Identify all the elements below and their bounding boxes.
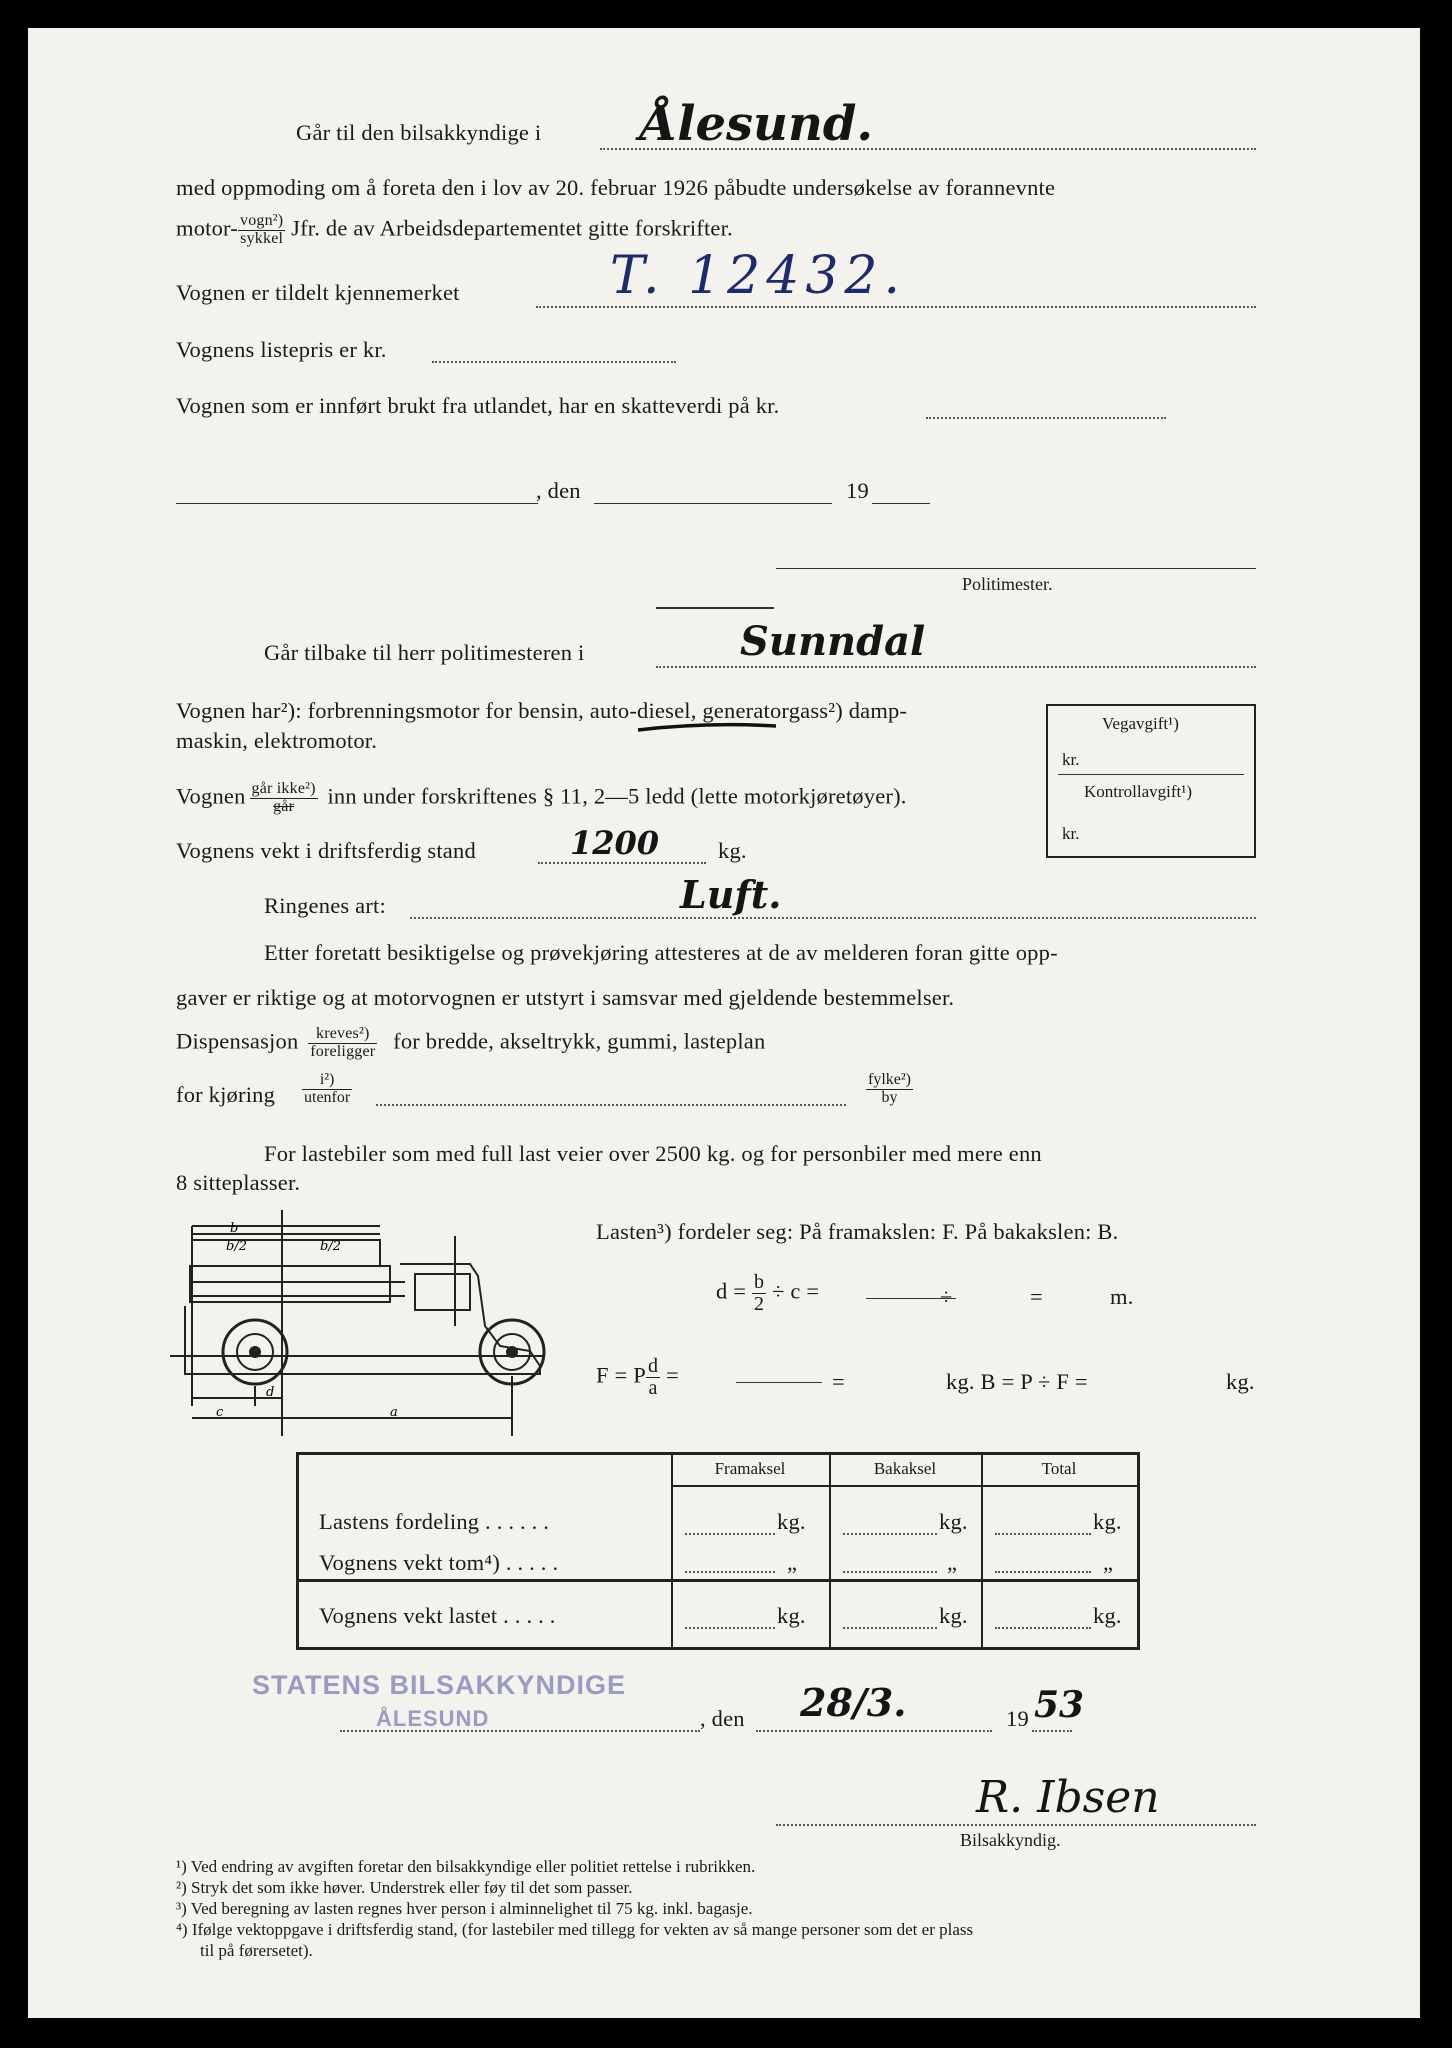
diagram-label-b2-left: b/2 [226,1239,247,1254]
vogn-option: vogn²) [240,212,284,229]
vegavgift-kr: kr. [1062,750,1080,769]
by-option: by [881,1088,898,1106]
formula-m: m. [1110,1284,1134,1309]
formula-2: 2 [754,1293,765,1315]
formula-kg-end: kg. [1226,1369,1255,1394]
table-cell: kg. [777,1509,806,1534]
formula-b: b [754,1271,765,1293]
foreligger-option: foreligger [310,1042,376,1060]
engine-line-2: maskin, elektromotor. [176,728,378,753]
attest-line-2: gaver er riktige og at motorvognen er utstyrt i samsvar med gjeldende bestemmelser. [176,985,955,1010]
year-line[interactable] [872,503,930,504]
police-place-field[interactable] [656,666,1256,668]
vognen-label: Vognen [176,783,246,809]
weight-label: Vognens vekt i driftsferdig stand [176,838,476,863]
table-cell-field[interactable] [995,1533,1091,1535]
vegavgift-line[interactable] [1058,774,1244,775]
place-field[interactable] [600,148,1256,150]
formula-d-left: d = [716,1278,747,1304]
utenfor-option: utenfor [304,1088,351,1106]
section-divider [656,607,774,609]
plate-field[interactable] [536,306,1256,308]
fylke-by-fraction [866,1072,913,1107]
table-header-total: Total [1041,1459,1077,1478]
table-cell-field[interactable] [995,1627,1091,1629]
stamp-line-1: STATENS BILSAKKYNDIGE [252,1670,627,1700]
engine-line-1: Vognen har²): forbrenningsmotor for bensin, auto-diesel, generatorgass²) damp- [176,698,908,723]
regulations-text: Jfr. de av Arbeidsdepartementet gitte forskrifter. [291,215,733,241]
vegavgift-label: Vegavgift¹) [1102,714,1179,733]
footnote-4: ⁴) Ifølge vektoppgave i driftsferdig stand, (for lastebiler med tillegg for vekten av så mange personer som det er plass [176,1920,974,1939]
tyres-field[interactable] [410,917,1256,919]
formula-d-right: ÷ c = [772,1278,820,1304]
formula-a-den: a [648,1377,658,1399]
tyres-handwritten: Luft. [680,872,782,917]
signature-field[interactable] [776,1824,1256,1826]
table-row-label: Vognens vekt lastet . . . . . [319,1603,556,1628]
formula-f [596,1356,679,1399]
formula-b-right: kg. B = P ÷ F = [946,1369,1088,1394]
list-price-field[interactable] [432,361,676,363]
table-cell: „ [1103,1550,1114,1575]
table-cell-field[interactable] [843,1627,937,1629]
police-signature-line[interactable] [776,568,1256,569]
for-kjoring-label: for kjøring [176,1082,276,1107]
table-header-framaksel: Framaksel [714,1459,786,1478]
table-cell-field[interactable] [685,1627,775,1629]
truck-diagram [170,1206,560,1446]
place-line[interactable] [176,503,538,504]
trucks-line-2: 8 sitteplasser. [176,1170,301,1195]
footnote-2: ²) Stryk det som ikke høver. Understrek eller føy til det som passer. [176,1878,633,1897]
formula-f-eq: = [666,1362,679,1388]
light-vehicle-line [176,781,907,816]
dispensation-text: for bredde, akseltrykk, gummi, lasteplan [393,1028,766,1054]
table-cell: „ [947,1550,958,1575]
gar-ikke-option: går ikke²) [251,780,316,797]
sign-place-field[interactable] [340,1730,700,1732]
attest-line-1: Etter foretatt besiktigelse og prøvekjøring attesteres at de av melderen foran gitte opp- [264,940,1058,965]
i-utenfor-fraction [302,1072,352,1107]
footnote-4-continued: til på førersetet). [200,1941,313,1960]
signoff-den: , den [700,1706,745,1731]
year-handwritten: 53 [1034,1684,1085,1726]
motor-prefix: motor- [176,215,238,241]
auto-diesel-underline [636,718,778,740]
weight-handwritten: 1200 [570,824,660,862]
signoff-year-prefix: 19 [1006,1706,1029,1731]
table-cell-field[interactable] [685,1571,775,1573]
formula-f-eq2: = [832,1369,845,1394]
diagram-label-d: d [266,1385,275,1400]
gar-option: går [273,797,295,815]
politimester-label: Politimester. [962,574,1053,594]
sign-year-field[interactable] [1032,1730,1072,1732]
table-cell: „ [787,1550,798,1575]
formula-f-left: F = P [596,1362,646,1388]
place-handwritten: Ålesund. [640,96,874,152]
formula-eq: = [1030,1284,1043,1309]
police-place-handwritten: Sunndal [740,618,926,665]
import-value-field[interactable] [926,417,1166,419]
kreves-option: kreves²) [308,1026,377,1044]
footnote-3: ³) Ved beregning av lasten regnes hver person i alminnelighet til 75 kg. inkl. bagasje. [176,1899,753,1918]
diagram-label-a: a [390,1405,398,1420]
kontrollavgift-kr: kr. [1062,824,1080,843]
fee-box [1046,704,1256,858]
table-cell: kg. [777,1603,806,1628]
footnote-1: ¹) Ved endring av avgiften foretar den bilsakkyndige eller politiet rettelse i rubrikken. [176,1857,756,1876]
plate-label: Vognen er tildelt kjennemerket [176,280,460,305]
sign-date-field[interactable] [756,1730,992,1732]
table-row-label: Vognens vekt tom⁴) . . . . . [319,1550,559,1575]
table-row-label: Lastens fordeling . . . . . . [319,1509,550,1534]
table-header-bakaksel: Bakaksel [873,1459,937,1478]
year-19-label: 19 [846,478,869,503]
formula-div: ÷ [940,1284,953,1309]
weight-field[interactable] [538,862,706,864]
fylke-option: fylke²) [868,1071,911,1088]
light-vehicle-text: inn under forskriftenes § 11, 2—5 ledd (lette motorkjøretøyer). [327,783,907,809]
diagram-label-c: c [216,1405,224,1420]
kontrollavgift-label: Kontrollavgift¹) [1084,782,1193,801]
table-cell: kg. [1093,1509,1122,1534]
table-cell-field[interactable] [995,1571,1091,1573]
table-cell: kg. [939,1603,968,1628]
formula-f-blank[interactable] [736,1382,822,1383]
formula-d-num: d [647,1355,659,1377]
diagram-label-b2-right: b/2 [320,1239,341,1254]
date-handwritten: 28/3. [800,1680,907,1725]
motor-line [176,213,733,248]
table-cell: kg. [1093,1603,1122,1628]
table-cell-field[interactable] [843,1533,937,1535]
sykkel-option: sykkel [240,229,284,247]
returns-to-label: Går tilbake til herr politimesteren i [264,640,585,665]
formula-d [716,1272,819,1315]
region-field[interactable] [376,1104,846,1106]
diagram-label-b: b [230,1221,239,1236]
weight-kg: kg. [718,838,747,863]
dispensation-line [176,1026,765,1061]
i-option: i²) [319,1071,335,1088]
date-line[interactable] [594,503,832,504]
dispensasjon-label: Dispensasjon [176,1028,299,1054]
table-cell: kg. [939,1509,968,1534]
list-price-label: Vognens listepris er kr. [176,337,387,362]
table-cell-field[interactable] [685,1533,775,1535]
stamp-line-2: ÅLESUND [376,1706,490,1731]
tyres-label: Ringenes art: [264,893,386,918]
bilsakkyndig-label: Bilsakkyndig. [960,1830,1061,1850]
signature-handwritten: R. Ibsen [976,1772,1160,1823]
load-distribution-text: Lasten³) fordeler seg: På framakslen: F. På bakakslen: B. [596,1219,1119,1244]
goes-to-inspector-label: Går til den bilsakkyndige i [296,120,542,145]
weight-table [296,1452,1140,1650]
request-line: med oppmoding om å foreta den i lov av 20. februar 1926 påbudte undersøkelse av forannevnte [176,175,1056,200]
table-cell-field[interactable] [843,1571,937,1573]
trucks-line-1: For lastebiler som med full last veier over 2500 kg. og for personbiler med mere enn [264,1141,1042,1166]
plate-handwritten: T. 12432. [610,246,907,306]
import-value-label: Vognen som er innført brukt fra utlandet, har en skatteverdi på kr. [176,393,780,418]
den-label: , den [536,478,581,503]
